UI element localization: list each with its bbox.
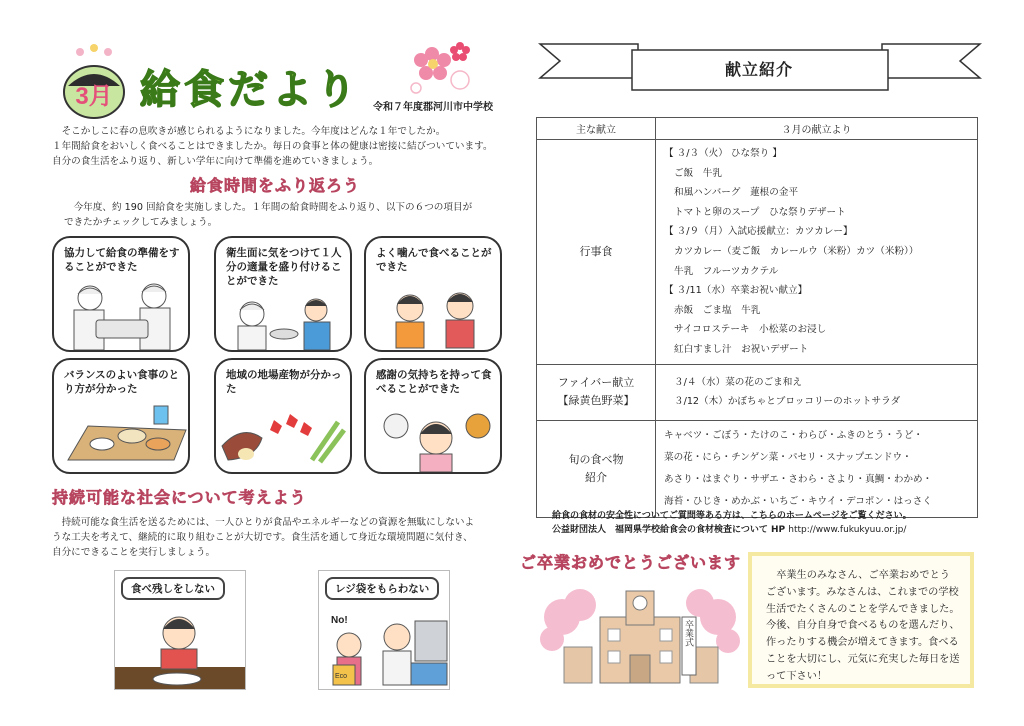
- menu-category: 行事食: [537, 140, 656, 365]
- no-label: No!: [331, 615, 348, 626]
- column-header: ３月の献立より: [656, 118, 978, 140]
- no-leftovers-box: [114, 570, 246, 690]
- table-header-row: [537, 118, 978, 140]
- menu-line: 赤飯 ごま塩 牛乳: [674, 304, 761, 316]
- menu-items: [656, 364, 978, 420]
- menu-line: ３/12（木）かぼちゃとブロッコリーのホットサラダ: [674, 396, 901, 408]
- graduation-message-box: [748, 552, 974, 688]
- menu-line: キャベツ・ごぼう・たけのこ・わらび・ふきのとう・うど・: [664, 429, 924, 441]
- menu-line: 菜の花・にら・チンゲン菜・パセリ・スナップエンドウ・: [664, 451, 912, 463]
- menu-line: 和風ハンバーグ 蓮根の金平: [674, 187, 799, 199]
- menu-banner-title: 献立紹介: [725, 60, 794, 79]
- menu-line: 牛乳 フルーツカクテル: [674, 265, 779, 277]
- checklist-panel: [52, 358, 190, 474]
- menu-items: [656, 140, 978, 365]
- paragraph-line: 今年度、約 190 回給食を実施しました。１年間の給食時間をふり返り、以下の６つの項目が: [73, 202, 473, 213]
- menu-category: ファイバー献立 【緑黄色野菜】: [537, 364, 656, 420]
- menu-items: [656, 420, 978, 517]
- paragraph-line: うな工夫を考えて、継続的に取り組むことが大切です。食生活を通して身近な環境問題に気付き、: [52, 532, 473, 543]
- box-label: レジ袋をもらわない: [325, 577, 439, 600]
- note-url[interactable]: http://www.fukukyuu.or.jp/: [788, 525, 907, 535]
- menu-line: ３/４（水）菜の花のごま和え: [674, 376, 802, 388]
- panel-text: バランスのよい食事のとり方が分かった: [64, 369, 180, 395]
- clock-icon: [633, 596, 647, 610]
- panel-text: 感謝の気持ちを持って食べることができた: [376, 369, 492, 395]
- menu-line: 【 ３/９（月）入試応援献立：カツカレー】: [664, 226, 853, 238]
- menu-line: カツカレー（麦ご飯 カレールウ（米粉）カツ（米粉））: [674, 245, 919, 257]
- no-plastic-bag-box: [318, 570, 450, 690]
- paragraph-line: できたかチェックしてみましょう。: [64, 217, 218, 228]
- graduation-heading: ご卒業おめでとうございます: [520, 553, 742, 572]
- paragraph-line: 自分にできることを実行しましょう。: [52, 547, 216, 558]
- panel-text: 衛生面に気をつけて１人分の適量を盛り付けることができた: [226, 247, 342, 287]
- table-row: [537, 140, 978, 365]
- intro-line: 自分の食生活をふり返り、新しい学年に向けて準備を進めていきましょう。: [52, 156, 379, 167]
- paragraph-line: 持続可能な食生活を送るためには、一人ひとりが食品やエネルギーなどの資源を無駄にしないよ: [61, 517, 475, 528]
- section-heading-reflect: 給食時間をふり返ろう: [190, 176, 361, 195]
- note-org: 公益財団法人 福岡県学校給食会の食材検査について HP: [552, 525, 786, 535]
- menu-line: ご飯 牛乳: [674, 167, 722, 179]
- reflect-paragraph: [64, 200, 504, 230]
- menu-category: 旬の食べ物 紹介: [537, 420, 656, 517]
- section-heading-sustainable: 持続可能な社会について考えよう: [52, 488, 307, 507]
- panel-text: よく噛んで食べることができた: [376, 247, 492, 273]
- food-safety-note: [552, 509, 912, 537]
- checklist-panel: [214, 358, 352, 474]
- intro-line: １年間給食をおいしく食べることはできましたか。毎日の食事と体の健康は密接に結びついています。: [52, 141, 493, 152]
- school-building-cherry-blossom-illustration: [540, 577, 740, 687]
- ceremony-sign: 卒業式: [684, 619, 694, 647]
- note-line: 給食の食材の安全性についてご質問等ある方は、こちらのホームページをご覧ください。: [552, 511, 912, 521]
- menu-line: サイコロステーキ 小松菜のお浸し: [674, 324, 827, 336]
- column-header: 主な献立: [537, 118, 656, 140]
- intro-text: [52, 124, 512, 169]
- box-label: 食べ残しをしない: [121, 577, 225, 600]
- menu-line: 【 ３/11（水）卒業お祝い献立】: [664, 285, 808, 297]
- menu-table: [536, 117, 978, 518]
- graduation-message: 卒業生のみなさん、ご卒業おめでとうございます。みなさんは、これまでの学校生活でたくさんのことを学んできました。今後、自分自身で食べるものを選んだり、作ったりする機会が増えてきます。食べることを大切にし、元気に充実した毎日を送って下さい！: [766, 570, 960, 682]
- month-badge-text: 3月: [75, 83, 113, 110]
- intro-line: そこかしこに春の息吹きが感じられるようになりました。今年度はどんな１年でしたか。: [61, 126, 446, 137]
- checklist-panel: [364, 358, 502, 474]
- checklist-panel: [52, 236, 190, 352]
- plum-blossom-icon: [404, 36, 478, 96]
- flower-crown-icon: [76, 44, 112, 56]
- table-row: [537, 364, 978, 420]
- eco-bag-label: Eco: [335, 673, 348, 680]
- school-name: 令和７年度郡河川市中学校: [373, 102, 493, 113]
- newsletter-title: 給食だより: [140, 67, 360, 113]
- checklist-panel: [364, 236, 502, 352]
- menu-line: 【 ３/３（火） ひな祭り 】: [664, 148, 782, 159]
- table-row: [537, 420, 978, 517]
- panel-text: 協力して給食の準備をすることができた: [64, 247, 180, 273]
- menu-line: 紅白すまし汁 お祝いデザート: [674, 343, 809, 355]
- menu-line: 海苔・ひじき・めかぶ・いちご・キウイ・デコポン・はっさく: [664, 495, 932, 507]
- menu-line: トマトと卵のスープ ひな祭りデザート: [674, 206, 846, 218]
- checklist-panel: [214, 236, 352, 352]
- menu-line: あさり・はまぐり・サザエ・さわら・さより・真鯛・わかめ・: [664, 473, 933, 485]
- note-line: [552, 523, 912, 537]
- hina-doll-month-badge: [58, 42, 130, 120]
- panel-text: 地域の地場産物が分かった: [226, 369, 342, 395]
- sustainable-paragraph: [52, 515, 514, 560]
